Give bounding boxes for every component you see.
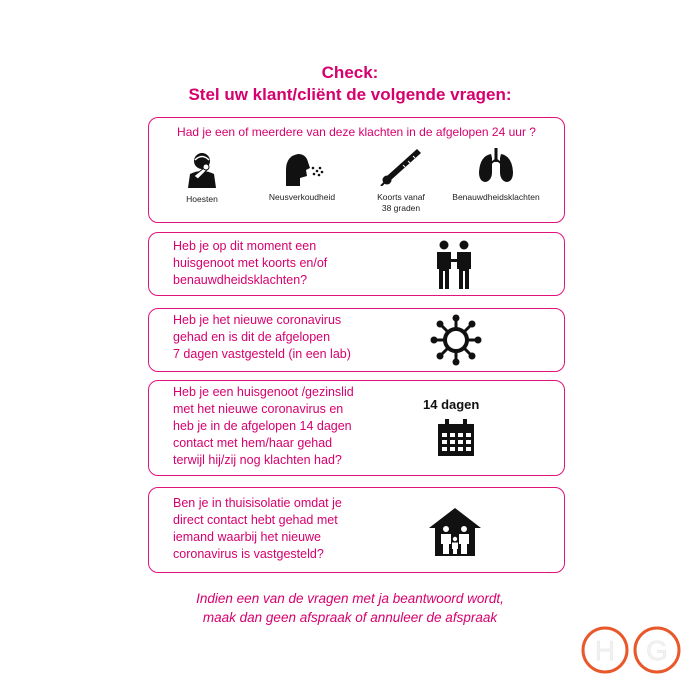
symptom-label-line1: Koorts vanaf xyxy=(377,192,425,202)
symptoms-question: Had je een of meerdere van deze klachten in de afgelopen 24 uur ? xyxy=(177,125,536,139)
question-line: Heb je het nieuwe coronavirus xyxy=(173,313,342,327)
family-home-icon xyxy=(429,508,481,556)
question-box-contact xyxy=(148,380,565,476)
question-line: iemand waarbij het nieuwe xyxy=(173,530,322,544)
question-text xyxy=(173,312,351,363)
thermometer-icon xyxy=(377,146,425,186)
symptom-label-line2: 38 graden xyxy=(381,203,421,213)
page-title-line1: Check: xyxy=(321,63,379,82)
calendar-icon xyxy=(437,419,475,457)
hg-logo xyxy=(580,625,684,675)
symptom-label: Benauwdheidsklachten xyxy=(452,192,540,202)
question-box-housemate xyxy=(148,232,565,296)
lungs-icon xyxy=(476,148,516,184)
question-line: coronavirus is vastgesteld? xyxy=(173,547,324,561)
question-line: 7 dagen vastgesteld (in een lab) xyxy=(173,347,351,361)
question-line: heb je in de afgelopen 14 dagen xyxy=(173,419,352,433)
question-line: direct contact hebt gehad met xyxy=(173,513,338,527)
question-line: Heb je een huisgenoot /gezinslid xyxy=(173,385,354,399)
logo-letter-h: H xyxy=(594,635,616,666)
symptom-cough xyxy=(177,148,227,205)
question-line: Heb je op dit moment een xyxy=(173,239,317,253)
virus-icon xyxy=(429,313,483,367)
question-line: terwijl hij/zij nog klachten had? xyxy=(173,453,342,467)
symptom-label: Neusverkoudheid xyxy=(268,192,336,202)
question-line: huisgenoot met koorts en/of xyxy=(173,256,328,270)
days-caption: 14 dagen xyxy=(423,397,480,412)
question-box-isolation xyxy=(148,487,565,573)
symptoms-box xyxy=(148,117,565,223)
question-line: gehad en is dit de afgelopen xyxy=(173,330,331,344)
warning-line1: Indien een van de vragen met ja beantwoord wordt, xyxy=(196,591,504,606)
logo-letter-g: G xyxy=(646,635,668,666)
symptom-fever xyxy=(371,146,431,214)
question-line: met het nieuwe coronavirus en xyxy=(173,402,344,416)
coughing-person-icon xyxy=(182,148,222,188)
symptom-label: Hoesten xyxy=(186,194,218,204)
symptom-cold xyxy=(257,146,347,203)
question-text xyxy=(173,495,342,563)
question-text xyxy=(173,384,354,469)
question-line: contact met hem/haar gehad xyxy=(173,436,333,450)
couple-icon xyxy=(434,239,474,289)
question-text xyxy=(173,238,327,289)
question-line: Ben je in thuisisolatie omdat je xyxy=(173,496,342,510)
symptom-breathing xyxy=(441,148,551,203)
page-subtitle: Stel uw klant/cliënt de volgende vragen: xyxy=(188,85,512,104)
question-line: benauwdheidsklachten? xyxy=(173,273,308,287)
question-box-infection xyxy=(148,308,565,372)
warning-line2: maak dan geen afspraak of annuleer de afspraak xyxy=(202,610,498,625)
sneezing-person-icon xyxy=(280,146,324,186)
